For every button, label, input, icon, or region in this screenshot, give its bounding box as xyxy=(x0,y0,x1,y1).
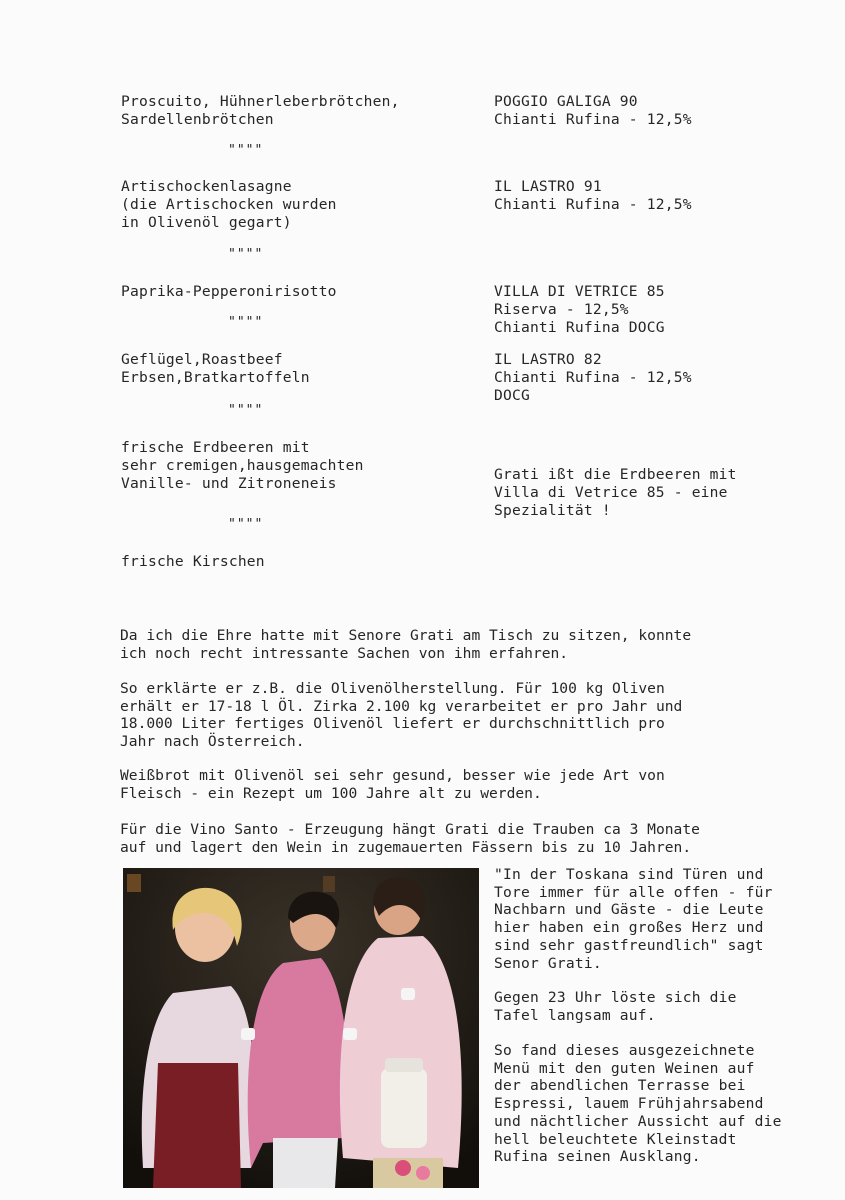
menu-wine-3: VILLA DI VETRICE 85 Riserva - 12,5% Chianti Rufina DOCG xyxy=(494,283,665,336)
separator: """" xyxy=(228,247,264,262)
paragraph-1: Da ich die Ehre hatte mit Senore Grati am Tisch zu sitzen, konnte ich noch recht intressante Sachen von ihm erfahren. xyxy=(120,627,692,662)
paragraph-3: Weißbrot mit Olivenöl sei sehr gesund, besser wie jede Art von Fleisch - ein Rezept um 100 Jahre alt zu werden. xyxy=(120,767,665,802)
paragraph-2: So erklärte er z.B. die Olivenölherstellung. Für 100 kg Oliven erhält er 17-18 l Öl. Zirka 2.100 kg verarbeitet er pro Jahr und 18.000 Liter fertiges Olivenöl liefert er durchschnittlich pro Jahr nach Österreich. xyxy=(120,680,683,750)
group-photo xyxy=(123,868,479,1188)
menu-dish-1: Proscuito, Hühnerleberbrötchen, Sardellenbrötchen xyxy=(121,93,400,128)
separator: """" xyxy=(228,517,264,532)
separator: """" xyxy=(228,403,264,418)
menu-wine-2: IL LASTRO 91 Chianti Rufina - 12,5% xyxy=(494,178,692,213)
separator: """" xyxy=(228,315,264,330)
separator: """" xyxy=(228,143,264,158)
side-paragraph-2: Gegen 23 Uhr löste sich die Tafel langsam auf. xyxy=(494,989,737,1024)
menu-wine-1: POGGIO GALIGA 90 Chianti Rufina - 12,5% xyxy=(494,93,692,128)
menu-dish-5: frische Erdbeeren mit sehr cremigen,hausgemachten Vanille- und Zitroneneis xyxy=(121,439,364,492)
paragraph-4: Für die Vino Santo - Erzeugung hängt Grati die Trauben ca 3 Monate auf und lagert den Wein in zugemauerten Fässern bis zu 10 Jahren. xyxy=(120,821,700,856)
menu-dish-2: Artischockenlasagne (die Artischocken wurden in Olivenöl gegart) xyxy=(121,178,337,231)
menu-dish-4: Geflügel,Roastbeef Erbsen,Bratkartoffeln xyxy=(121,351,310,386)
side-quote: "In der Toskana sind Türen und Tore immer für alle offen - für Nachbarn und Gäste - die Leute hier haben ein großes Herz und sind sehr gastfreundlich" sagt Senor Grati. xyxy=(494,866,773,972)
menu-note: Grati ißt die Erdbeeren mit Villa di Vetrice 85 - eine Spezialität ! xyxy=(494,466,737,519)
side-paragraph-3: So fand dieses ausgezeichnete Menü mit den guten Weinen auf der abendlichen Terrasse bei Espressi, lauem Frühjahrsabend und nächtlicher Aussicht auf die hell beleuchtete Kleinstadt Rufina seinen Ausklang. xyxy=(494,1042,782,1166)
menu-dish-6: frische Kirschen xyxy=(121,553,265,570)
menu-wine-4: IL LASTRO 82 Chianti Rufina - 12,5% DOCG xyxy=(494,351,692,404)
menu-dish-3: Paprika-Pepperonirisotto xyxy=(121,283,337,300)
